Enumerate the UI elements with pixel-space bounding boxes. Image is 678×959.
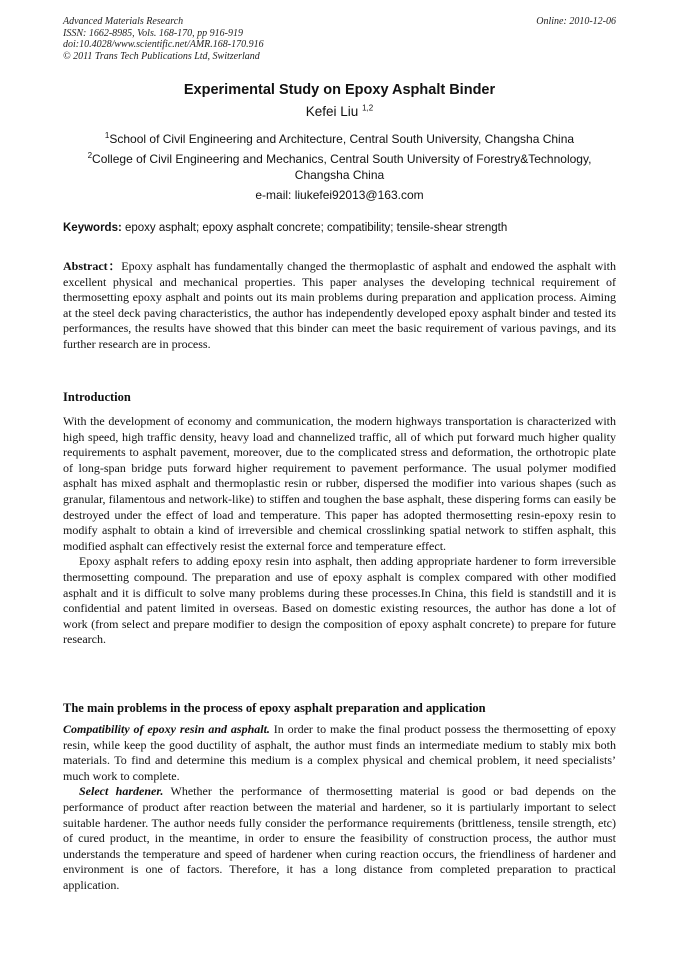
introduction-body [63, 414, 616, 648]
author-affiliation-marks: 1,2 [362, 103, 374, 113]
affiliation-1-text: School of Civil Engineering and Architecture, Central South University, Changsha China [109, 132, 575, 146]
hardener-paragraph [63, 784, 616, 893]
author-name: Kefei Liu [305, 104, 359, 119]
compatibility-label: Compatibility of epoxy resin and asphalt. [63, 722, 270, 736]
affiliation-2 [63, 151, 616, 183]
compatibility-text: In order to make the final product possess the thermosetting of epoxy resin, while keep the good ductility of asphalt, the author must finds an intermediate medium to stably mix both materials. To find and determine this medium is a complex physical and chemical problem, it need specialists’ much work to complete. [63, 722, 616, 783]
author-line [63, 104, 616, 119]
journal-issn: ISSN: 1662-8985, Vols. 168-170, pp 916-919 [63, 27, 243, 39]
compatibility-paragraph [63, 722, 616, 784]
paper-title: Experimental Study on Epoxy Asphalt Binder [183, 82, 496, 98]
affiliation-2-mark: 2 [87, 151, 93, 160]
affiliation-1-mark: 1 [104, 131, 110, 140]
keywords-text: epoxy asphalt; epoxy asphalt concrete; compatibility; tensile-shear strength [121, 222, 508, 234]
keywords [63, 222, 616, 234]
journal-doi: doi:10.4028/www.scientific.net/AMR.168-170.916 [63, 39, 264, 50]
introduction-heading: Introduction [63, 390, 131, 404]
introduction-paragraph-1: With the development of economy and communication, the modern highways transportation is characterized with high speed, high traffic density, heavy load and channelized traffic, all of which put forward much higher quality requirements to asphalt pavement, moreover, due to the complicated stress and deformation, the orthotropic plate of long-span bridge puts forward higher requirement to pavement performance. The usual polymer modified asphalt has mixed asphalt and thermoplastic resin or rubber, dispersed the modifier into various shapes (such as granular, filamentous and network-like) to stiffen and toughen the base asphalt, these dispering forms can easily be destroyed under the effect of load and temperature. This paper has adopted thermosetting resin-epoxy resin to modify asphalt to obtain a kind of irreversible and chemical crosslinking spatial network to stiffen asphalt, this modified asphalt can effectively resist the external force and temperature effect. [63, 414, 616, 553]
abstract-text: Epoxy asphalt has fundamentally changed the thermoplastic of asphalt and endowed the asphalt with excellent physical and mechanical properties. This paper analyses the developing technical requirement of thermosetting epoxy asphalt and points out its main problems during preparation and application process. Aiming at the steel deck paving characteristics, the author has independently developed epoxy asphalt binder and tested its performances, the results have showed that this binder can meet the basic requirement of various pavings, and its further research are in process. [63, 259, 616, 351]
affiliation-1 [63, 131, 616, 147]
journal-header [63, 16, 616, 62]
online-date: Online: 2010-12-06 [536, 16, 616, 27]
journal-name: Advanced Materials Research [63, 16, 184, 27]
author-email: e-mail: liukefei92013@163.com [255, 188, 424, 202]
main-problems-heading: The main problems in the process of epoxy asphalt preparation and application [63, 701, 486, 715]
keywords-label: Keywords: [63, 222, 122, 234]
main-problems-body [63, 722, 616, 894]
introduction-paragraph-2: Epoxy asphalt refers to adding epoxy resin into asphalt, then adding appropriate hardener to form irreversible thermosetting compound. The preparation and use of epoxy asphalt is complex compared with other modified asphalt and it is difficult to solve many problems during these processes.In China, this field is standstill and it is confidential and patent limited in overseas. Based on domestic existing resources, the author has done a lot of work (from select and prepare modifier to design the composition of epoxy asphalt concrete) to prepare for future research. [63, 554, 616, 647]
hardener-text: Whether the performance of thermosetting material is good or bad depends on the performance of product after reaction between the material and hardener, so it is partiularly important to select suitable hardener. The author needs fully consider the performance requirements (brittleness, tensile strength, etc) of cured product, in the meantime, in order to ensure the feasibility of construction process, the author must understands the temperature and speed of hardener when curing reaction occurs, the friendliness of hardener and environment is one of factors. Therefore, it has a long distance from completed preparation to practical application. [63, 784, 616, 892]
journal-copyright: © 2011 Trans Tech Publications Ltd, Switzerland [63, 50, 260, 62]
affiliation-2-text: College of Civil Engineering and Mechanics, Central South University of Forestry&Technology, Changsha China [92, 152, 592, 182]
abstract [63, 259, 616, 353]
hardener-label: Select hardener. [79, 784, 164, 799]
abstract-label: Abstract： [63, 259, 122, 273]
